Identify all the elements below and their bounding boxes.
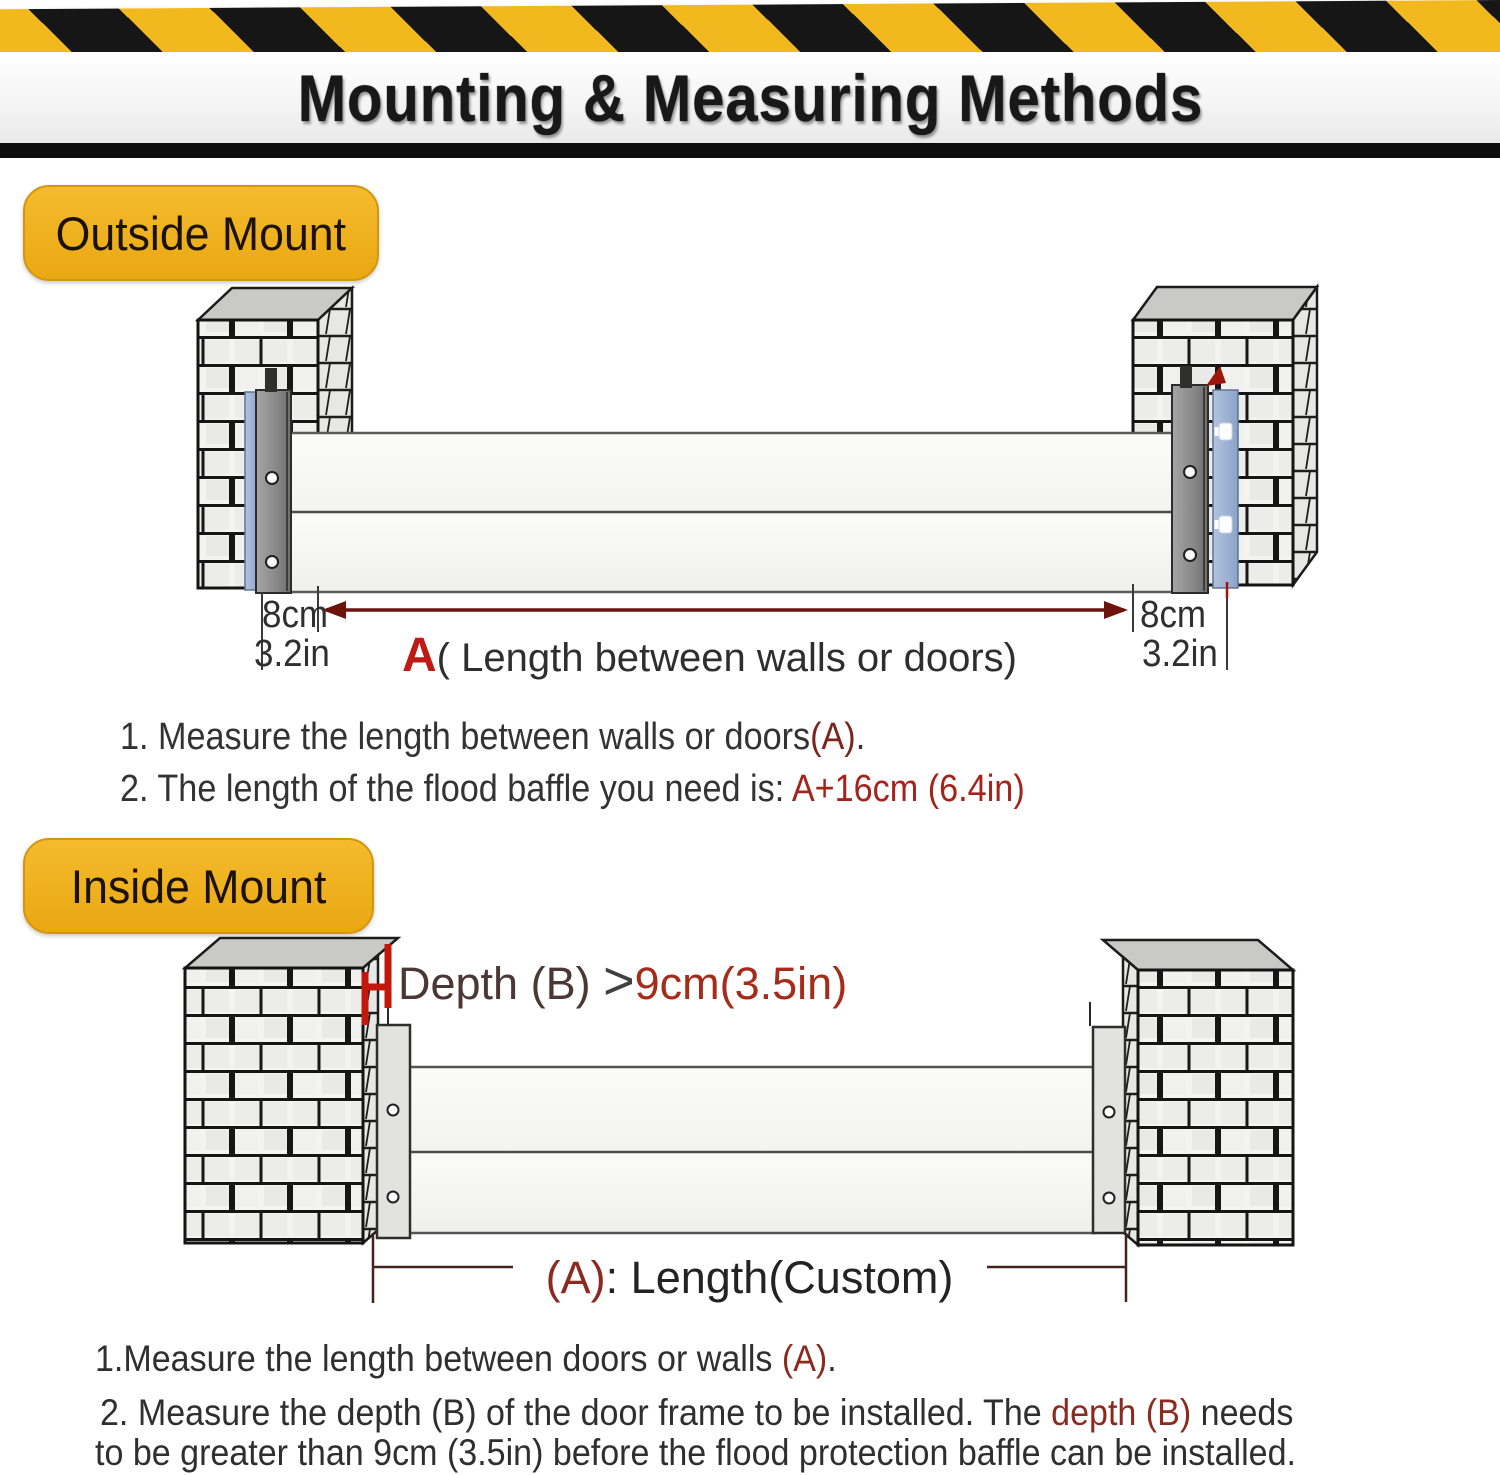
greater-than-sign: > — [603, 951, 635, 1011]
right-offset-in-label: 3.2in — [1142, 633, 1218, 675]
right-door-pillar — [1103, 940, 1293, 1245]
depth-b-label: Depth (B) >9cm(3.5in) — [398, 951, 848, 1011]
left-channel-bracket — [256, 368, 291, 593]
left-offset-in-label: 3.2in — [254, 633, 330, 675]
title-band — [0, 52, 1500, 143]
length-a-letter: A — [402, 629, 437, 682]
page-title: Mounting & Measuring Methods — [297, 60, 1203, 135]
inside-mount-badge — [23, 838, 374, 934]
right-channel-bracket — [1172, 366, 1208, 593]
inside-step-2: 2. Measure the depth (B) of the door frame to be installed. The depth (B) needs — [100, 1392, 1294, 1433]
outside-mount-badge — [23, 185, 379, 281]
length-a-text: ( Length between walls or doors) — [436, 636, 1017, 680]
length-a-label — [402, 628, 1017, 683]
left-offset-cm-label: 8cm — [262, 594, 329, 636]
flood-baffle-panel-2 — [408, 1067, 1095, 1233]
inside-step-2-continued: to be greater than 9cm (3.5in) before the flood protection baffle can be installed. — [95, 1432, 1297, 1473]
header-divider-bar — [0, 143, 1500, 158]
outside-mount-diagram — [0, 280, 1500, 680]
outside-step-2: 2. The length of the flood baffle you need is: A+16cm (6.4in) — [120, 768, 1025, 810]
right-offset-cm-label: 8cm — [1140, 594, 1207, 636]
outside-mount-badge-label: Outside Mount — [55, 206, 347, 260]
outside-step-1: 1. Measure the length between walls or doors(A). — [120, 716, 866, 758]
right-channel-bracket-2 — [1090, 1002, 1125, 1233]
length-arrow-icon — [322, 601, 1128, 619]
inside-mount-badge-label: Inside Mount — [70, 859, 327, 913]
right-seal-strip — [1213, 390, 1238, 588]
inside-step-1: 1.Measure the length between doors or walls (A). — [95, 1338, 837, 1379]
length-custom-label: (A): Length(Custom) — [545, 1252, 954, 1303]
left-channel-bracket-2 — [377, 1025, 410, 1238]
flood-baffle-panel — [287, 433, 1178, 592]
